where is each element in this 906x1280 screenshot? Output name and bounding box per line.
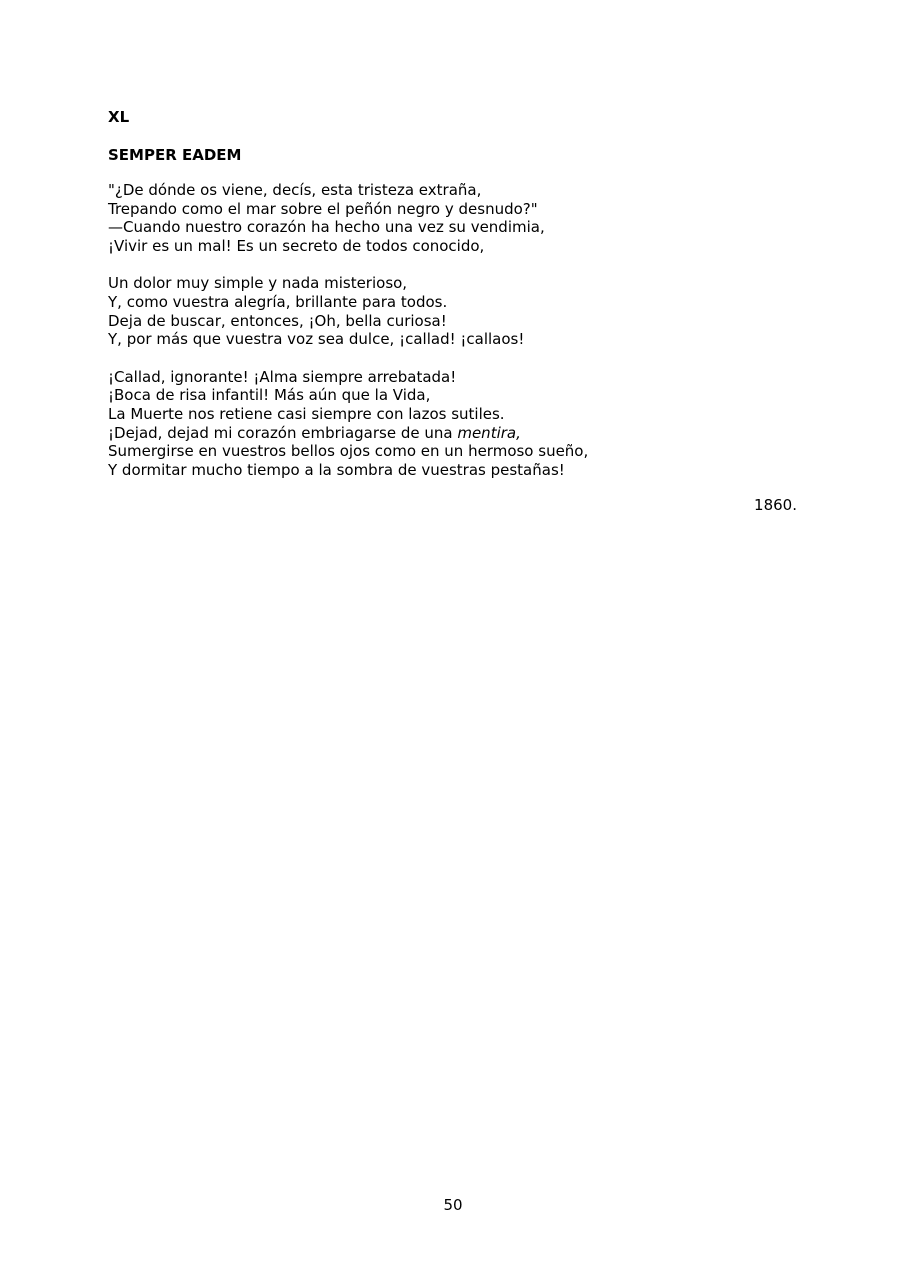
verse-line: Trepando como el mar sobre el peñón negro y desnudo?" [108,199,538,218]
verse-line: Deja de buscar, entonces, ¡Oh, bella curiosa! [108,311,447,330]
stanza-2 [108,274,808,349]
verse-line: ¡Callad, ignorante! ¡Alma siempre arrebatada! [108,367,457,386]
verse-line: "¿De dónde os viene, decís, esta tristeza extraña, [108,181,482,199]
poem-title: SEMPER EADEM [108,146,242,164]
verse-line: Un dolor muy simple y nada misterioso, [108,274,408,293]
verse-line: ¡Boca de risa infantil! Más aún que la Vida, [108,386,431,405]
verse-line: ¡Vivir es un mal! Es un secreto de todos conocido, [108,237,485,256]
verse-line: Sumergirse en vuestros bellos ojos como en un hermoso sueño, [108,442,589,461]
verse-line: Y dormitar mucho tiempo a la sombra de vuestras pestañas! [108,461,565,480]
verse-line-text: ¡Dejad, dejad mi corazón embriagarse de una [108,423,458,442]
italic-word: mentira, [457,423,521,442]
verse-line: La Muerte nos retiene casi siempre con lazos sutiles. [108,405,505,424]
section-number: XL [108,108,130,126]
stanza-1 [108,181,808,256]
verse-line: Y, como vuestra alegría, brillante para todos. [108,293,448,312]
poem-body [108,181,808,498]
verse-line: —Cuando nuestro corazón ha hecho una vez su vendimia, [108,218,545,237]
page-number: 50 [443,1196,463,1214]
verse-line [108,424,808,443]
poem-date: 1860. [754,496,797,514]
stanza-3 [108,368,808,480]
verse-line: Y, por más que vuestra voz sea dulce, ¡callad! ¡callaos! [108,330,525,349]
